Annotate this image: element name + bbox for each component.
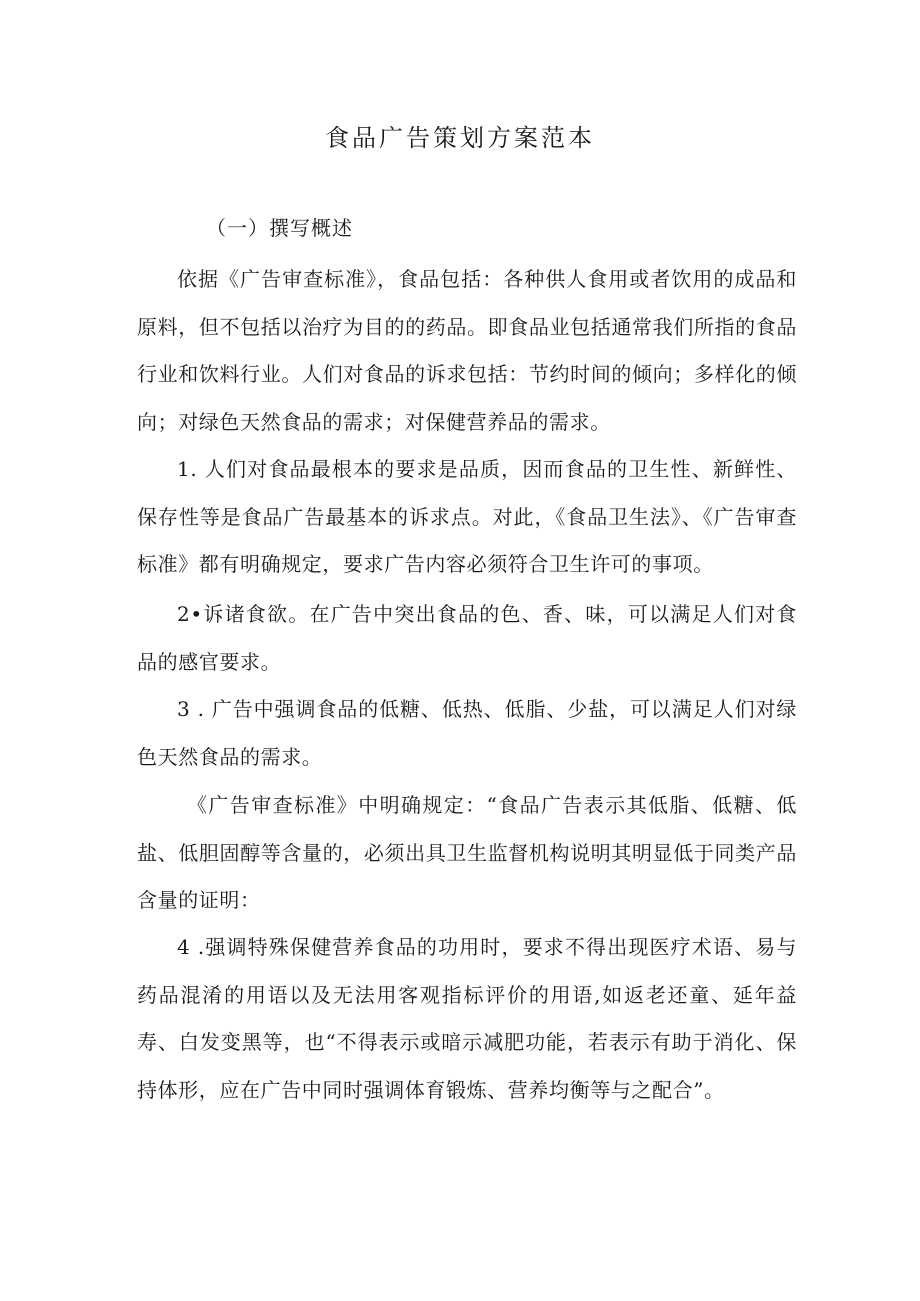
section-heading: （一）撰写概述 bbox=[206, 216, 353, 240]
paragraph-item-4: 4 .强调特殊保健营养食品的功用时，要求不得出现医疗术语、易与药品混淆的用语以及无法用客观指标评价的用语,如返老还童、延年益寿、白发变黑等，也“不得表示或暗示减肥功能，若表示有助于消化、保持体形，应在广告中同时强调体育锻炼、营养均衡等与之配合”。 bbox=[137, 935, 797, 1102]
paragraph-item-2: 2•诉诸食欲。在广告中突出食品的色、香、味，可以满足人们对食品的感官要求。 bbox=[137, 602, 797, 674]
paragraph-item-1: 1. 人们对食品最根本的要求是品质，因而食品的卫生性、新鲜性、保存性等是食品广告最基本的诉求点。对此，《食品卫生法》、《广告审查标准》都有明确规定，要求广告内容必须符合卫生许可的事项。 bbox=[137, 457, 797, 577]
paragraph-overview: 依据《广告审查标准》，食品包括：各种供人食用或者饮用的成品和原料，但不包括以治疗为目的的药品。即食品业包括通常我们所指的食品行业和饮料行业。人们对食品的诉求包括：节约时间的倾向；多样化的倾向；对绿色天然食品的需求；对保健营养品的需求。 bbox=[137, 267, 797, 434]
document-title: 食品广告策划方案范本 bbox=[325, 124, 595, 152]
paragraph-item-3: 3 . 广告中强调食品的低糖、低热、低脂、少盐，可以满足人们对绿色天然食品的需求。 bbox=[137, 697, 797, 769]
paragraph-regulation: 《广告审查标准》中明确规定：“食品广告表示其低脂、低糖、低盐、低胆固醇等含量的，必须出具卫生监督机构说明其明显低于同类产品含量的证明： bbox=[137, 793, 797, 913]
